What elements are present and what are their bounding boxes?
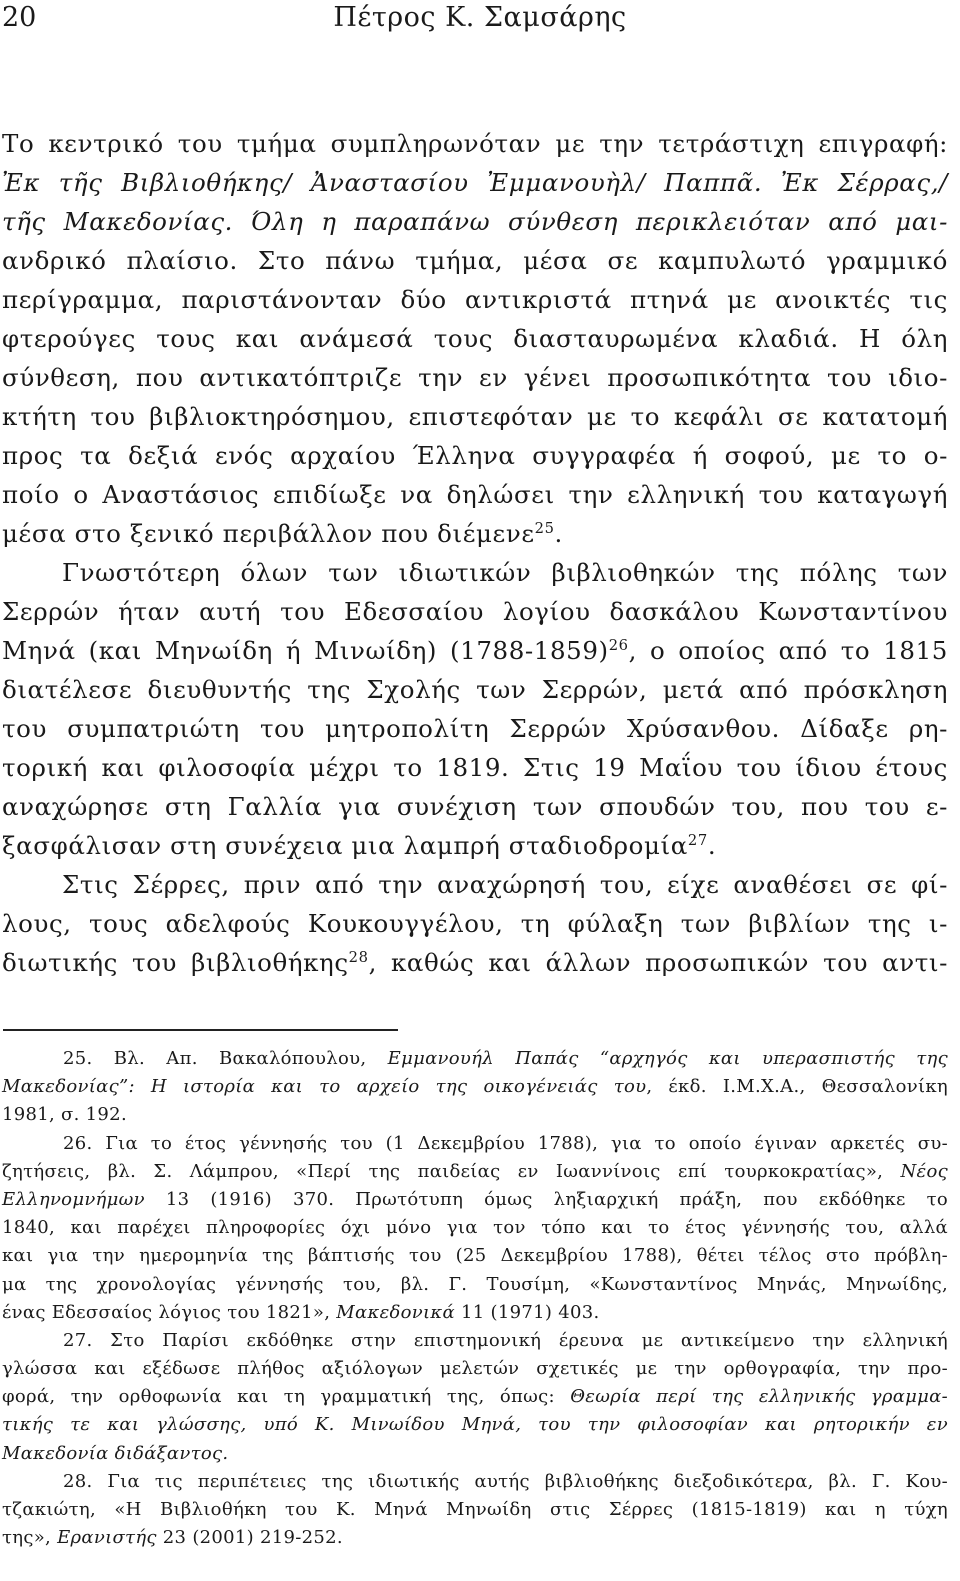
italic-title: , του την φιλοσοφίαν και ρητορικήν εν bbox=[515, 1414, 948, 1436]
italic-title: Εμμανουήλ Παπάς “αρχηγός και υπερασπιστής της bbox=[387, 1048, 948, 1069]
text-line: του συμπατριώτη του μητροπολίτη Σερρών Χρύσανθου. Δίδαξε ρη- bbox=[2, 714, 948, 743]
text-span: φορά, την ορθοφωνία και τη γραμματική της, όπως: bbox=[2, 1386, 571, 1408]
footnote-25 bbox=[2, 1045, 948, 1130]
footnote-line bbox=[2, 1440, 948, 1468]
text-line: ξασφάλισαν στη συνέχεια μια λαμπρή σταδιοδρομία$^{27}$. bbox=[2, 831, 717, 860]
running-head: Πέτρος Κ. Σαμσάρης bbox=[333, 2, 627, 33]
text-line: προς τα δεξιά ενός αρχαίου Έλληνα συγγραφέα ή σοφού, με το ο- bbox=[2, 441, 948, 470]
footnote-ref-25[interactable]: 25 bbox=[534, 519, 555, 537]
text-span: Μηνά (και Μηνωίδη ή Μινωίδη) (1788-1859) bbox=[2, 636, 609, 665]
text-line: μέσα στο ξενικό περιβάλλον που διέμενε$^{25}$. bbox=[2, 519, 563, 548]
paragraph-1 bbox=[2, 124, 948, 553]
text-span: , έκδ. Ι.Μ.Χ.Α., Θεσσαλονίκη bbox=[646, 1076, 948, 1098]
text-span: διωτικής του βιβλιοθήκης bbox=[2, 948, 349, 977]
text-line: Το κεντρικό του τμήμα συμπληρωνόταν με την τετράστιχη επιγραφή: bbox=[2, 129, 948, 158]
footnote-line bbox=[2, 1073, 948, 1101]
text-line: ποίο ο Αναστάσιος επιδίωξε να δηλώσει την ελληνική του καταγωγή bbox=[2, 480, 948, 509]
footnote-26 bbox=[2, 1130, 948, 1327]
text-span: ζητήσεις, βλ. Σ. Λάμπρου, «Περί της παιδείας εν Ιωαννίνοις επί τουρκοκρατίας», bbox=[2, 1160, 901, 1182]
footnote-line bbox=[2, 1186, 948, 1214]
text-line: ανδρικό πλαίσιο. Στο πάνω τμήμα, μέσα σε καμπυλωτό γραμμικό bbox=[2, 246, 948, 275]
text-line bbox=[2, 943, 948, 982]
text-line: αναχώρησε στη Γαλλία για συνέχιση των σπουδών του, που του ε- bbox=[2, 792, 948, 821]
text-span: ξασφάλισαν στη συνέχεια μια λαμπρή σταδιοδρομία bbox=[2, 831, 688, 860]
italic-title: Ερανιστής bbox=[57, 1527, 157, 1549]
text-line: σύνθεση, που αντικατόπτριζε την εν γένει προσωπικότητα του ιδιο- bbox=[2, 363, 948, 392]
footnote-line: 28. Για τις περιπέτειες της ιδιωτικής αυτής βιβλιοθήκης διεξοδικότερα, βλ. Γ. Κου- bbox=[63, 1470, 948, 1492]
footnote-line bbox=[2, 1524, 948, 1552]
footnote-line: γλώσσα και εξέδωσε πλήθος αξιόλογων μελετών σχετικές με την ορθογραφία, την προ- bbox=[2, 1358, 948, 1380]
footnote-line bbox=[2, 1045, 948, 1073]
footnotes bbox=[2, 1045, 948, 1552]
text-line bbox=[2, 163, 948, 202]
footnote-27 bbox=[2, 1327, 948, 1468]
text-line: διατέλεσε διευθυντής της Σχολής των Σερρών, μετά από πρόσκληση bbox=[2, 675, 948, 704]
footnote-line: 1840, και παρέχει πληροφορίες όχι μόνο για τον τόπο και το έτος γέννησής του, αλλά bbox=[2, 1217, 948, 1239]
italic-title: Νέος bbox=[900, 1160, 948, 1182]
text-span: 25. Βλ. Απ. Βακαλόπουλου, bbox=[63, 1048, 388, 1069]
text-span: μέσα στο ξενικό περιβάλλον που διέμενε bbox=[2, 519, 535, 548]
text-line: κτήτη του βιβλιοκτηρόσημου, επιστεφόταν με το κεφάλι σε κατατομή bbox=[2, 402, 948, 431]
footnote-line bbox=[2, 1158, 948, 1186]
text-line bbox=[2, 202, 948, 241]
italic-title: Μακεδονίας”: Η ιστορία και το αρχείο της οικογένειάς του bbox=[2, 1076, 647, 1098]
footnote-separator bbox=[3, 1029, 398, 1031]
text-span: ένας Εδεσσαίος λόγιος του 1821», bbox=[2, 1301, 337, 1323]
paragraph-2 bbox=[2, 553, 948, 865]
page-header bbox=[0, 2, 960, 42]
text-line: περίγραμμα, παριστάνονταν δύο αντικριστά πτηνά με ανοικτές τις bbox=[2, 285, 948, 314]
italic-inscription: Ἐκ τῆς Βιβλιοθήκης/ Ἀναστασίου Ἐμμανουὴλ/ Παππᾶ. Ἐκ Σέρρας,/ bbox=[2, 168, 948, 197]
footnote-line: 27. Στο Παρίσι εκδόθηκε στην επιστημονική έρευνα με αντικείμενο την ελληνική bbox=[63, 1329, 948, 1351]
footnote-line bbox=[2, 1299, 948, 1327]
text-line: Σερρών ήταν αυτή του Εδεσσαίου λογίου δασκάλου Κωνσταντίνου bbox=[2, 597, 948, 626]
text-line: Στις Σέρρες, πριν από την αναχώρησή του, είχε αναθέσει σε φί- bbox=[62, 870, 948, 899]
italic-title: Μακεδονία διδάξαντος. bbox=[2, 1442, 229, 1464]
paragraph-3 bbox=[2, 865, 948, 982]
italic-title: Ελληνομνήμων bbox=[2, 1188, 145, 1210]
body-text bbox=[2, 124, 948, 982]
italic-title: Θεωρία περί της ελληνικής γραμμα- bbox=[570, 1386, 948, 1408]
text-line: λους, τους αδελφούς Κουκουγγέλου, τη φύλαξη των βιβλίων της ι- bbox=[2, 909, 948, 938]
footnote-line: 26. Για το έτος γέννησής του (1 Δεκεμβρίου 1788), για το οποίο έγιναν αρκετές συ- bbox=[63, 1132, 948, 1154]
italic-inscription: τῆς Μακεδονίας. Όλη η παραπάνω σύνθεση περικλειόταν από μαι- bbox=[2, 207, 948, 236]
text-line bbox=[2, 631, 948, 670]
text-line: Γνωστότερη όλων των ιδιωτικών βιβλιοθηκών της πόλης των bbox=[62, 558, 948, 587]
footnote-28 bbox=[2, 1468, 948, 1553]
text-span: 23 (2001) 219-252. bbox=[156, 1527, 343, 1549]
footnote-ref-28[interactable]: 28 bbox=[348, 948, 369, 966]
text-line: φτερούγες τους και ανάμεσά τους διασταυρωμένα κλαδιά. Η όλη bbox=[2, 324, 948, 353]
footnote-line bbox=[2, 1383, 948, 1411]
text-span: 11 (1971) 403. bbox=[454, 1301, 600, 1323]
italic-title: Μακεδονικά bbox=[336, 1301, 455, 1323]
footnote-ref-27[interactable]: 27 bbox=[687, 831, 708, 849]
italic-title: τικής τε και γλώσσης, υπό Κ. Μινωίδου Μηνά bbox=[2, 1414, 516, 1436]
footnote-line bbox=[2, 1411, 948, 1439]
text-span: της», bbox=[2, 1527, 58, 1549]
text-span: 13 (1916) 370. Πρωτότυπη όμως ληξιαρχική πράξη, που εκδόθηκε το bbox=[144, 1188, 948, 1210]
footnote-line: τζακιώτη, «Η Βιβλιοθήκη του Κ. Μηνά Μηνωίδη στις Σέρρες (1815-1819) και η τύχη bbox=[2, 1499, 948, 1520]
text-line: τορική και φιλοσοφία μέχρι το 1819. Στις 19 Μαΐου του ίδιου έτους bbox=[2, 753, 948, 782]
footnote-line: και για την ημερομηνία της βάπτισής του (25 Δεκεμβρίου 1788), θέτει τέλος στο πρόβλη- bbox=[2, 1245, 948, 1267]
page-number: 20 bbox=[2, 2, 37, 33]
text-span: , ο οποίος από το 1815 bbox=[628, 636, 948, 665]
text-span: , καθώς και άλλων προσωπικών του αντι- bbox=[368, 948, 949, 977]
footnote-line: 1981, σ. 192. bbox=[2, 1104, 127, 1126]
footnote-ref-26[interactable]: 26 bbox=[608, 636, 629, 654]
footnote-line: μα της χρονολογίας γέννησής του, βλ. Γ. Τουσίμη, «Κωνσταντίνος Μηνάς, Μηνωίδης, bbox=[2, 1273, 948, 1295]
